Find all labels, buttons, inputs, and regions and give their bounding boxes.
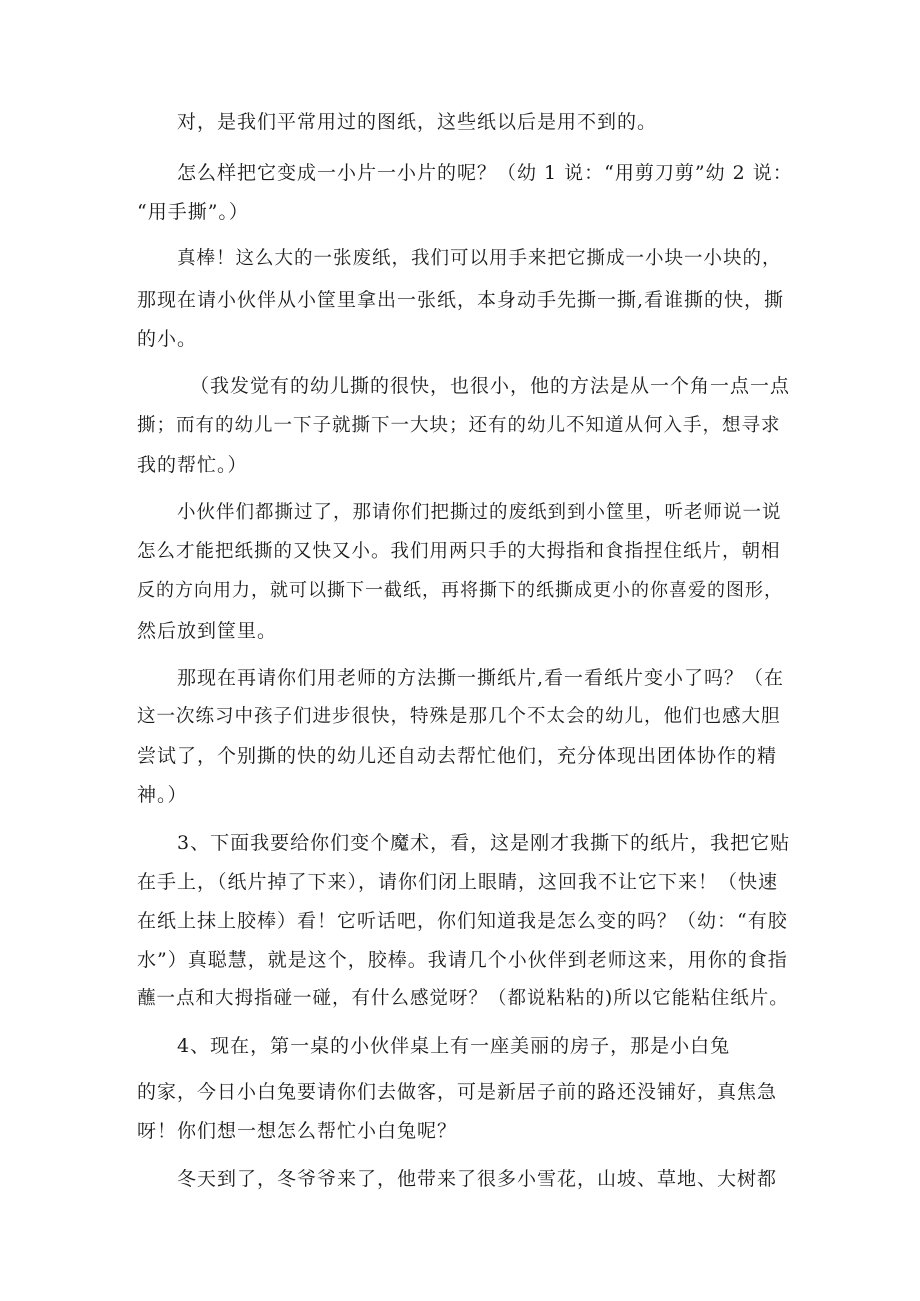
text-line: 真棒！这么大的一张废纸，我们可以用手来把它撕成一小块一小块的， <box>177 248 782 269</box>
text-line: 在纸上抹上胶棒）看！它听话吧，你们知道我是怎么变的吗？（幼：“有胶 <box>137 910 788 932</box>
text-line: 那现在再请你们用老师的方法撕一撕纸片,看一看纸片变小了吗？（在 <box>177 667 785 689</box>
text-line: 水”）真聪慧，就是这个，胶棒。我请几个小伙伴到老师这来，用你的食指 <box>137 949 788 971</box>
text-line: 蘸一点和大拇指碰一碰，有什么感觉呀？（都说粘粘的)所以它能粘住纸片。 <box>137 988 789 1009</box>
text-line: 对，是我们平常用过的图纸，这些纸以后是用不到的。 <box>177 111 658 133</box>
text-line: 我的帮忙。） <box>137 454 248 476</box>
text-line: 尝试了，个别撕的快的幼儿还自动去帮忙他们，充分体现出团体协作的精 <box>137 745 778 767</box>
text-line: 这一次练习中孩子们进步很快，特殊是那几个不太会的幼儿，他们也感大胆 <box>137 706 781 727</box>
text-line: 神。） <box>137 784 188 806</box>
text-line: 冬天到了，冬爷爷来了，他带来了很多小雪花，山坡、草地、大树都 <box>177 1168 778 1190</box>
text-line: 3、下面我要给你们变个魔术，看，这是刚才我撕下的纸片，我把它贴 <box>177 832 791 854</box>
text-line: 然后放到筐里。 <box>137 620 278 642</box>
text-line: “用手撕”。） <box>137 201 249 223</box>
text-line: 的小。 <box>137 328 198 350</box>
text-line: 撕；而有的幼儿一下子就撕下一大块；还有的幼儿不知道从何入手，想寻求 <box>137 415 781 436</box>
text-line: 小伙伴们都撕过了，那请你们把撕过的废纸到到小筐里，听老师说一说 <box>177 502 782 523</box>
text-line: 在手上，（纸片掉了下来），请你们闭上眼睛，这回我不让它下来！（快速 <box>137 871 779 893</box>
text-line: 那现在请小伙伴从小筐里拿出一张纸，本身动手先撕一撕,看谁撕的快，撕 <box>137 289 785 311</box>
text-line: 反的方向用力，就可以撕下一截纸，再将撕下的纸撕成更小的你喜爱的图形， <box>137 580 783 601</box>
text-line: 的家，今日小白兔要请你们去做客，可是新居子前的路还没铺好，真焦急 <box>137 1081 778 1103</box>
text-line: 呀！你们想一想怎么帮忙小白兔呢？ <box>137 1120 458 1142</box>
text-line: （我发觉有的幼儿撕的很快，也很小，他的方法是从一个角一点一点 <box>190 375 791 397</box>
text-line: 4、现在，第一桌的小伙伴桌上有一座美丽的房子，那是小白兔 <box>177 1035 731 1057</box>
text-line: 怎么样把它变成一小片一小片的呢？（幼 1 说：“用剪刀剪”幼 2 说： <box>177 162 793 184</box>
text-line: 怎么才能把纸撕的又快又小。我们用两只手的大拇指和食指捏住纸片，朝相 <box>137 541 781 562</box>
